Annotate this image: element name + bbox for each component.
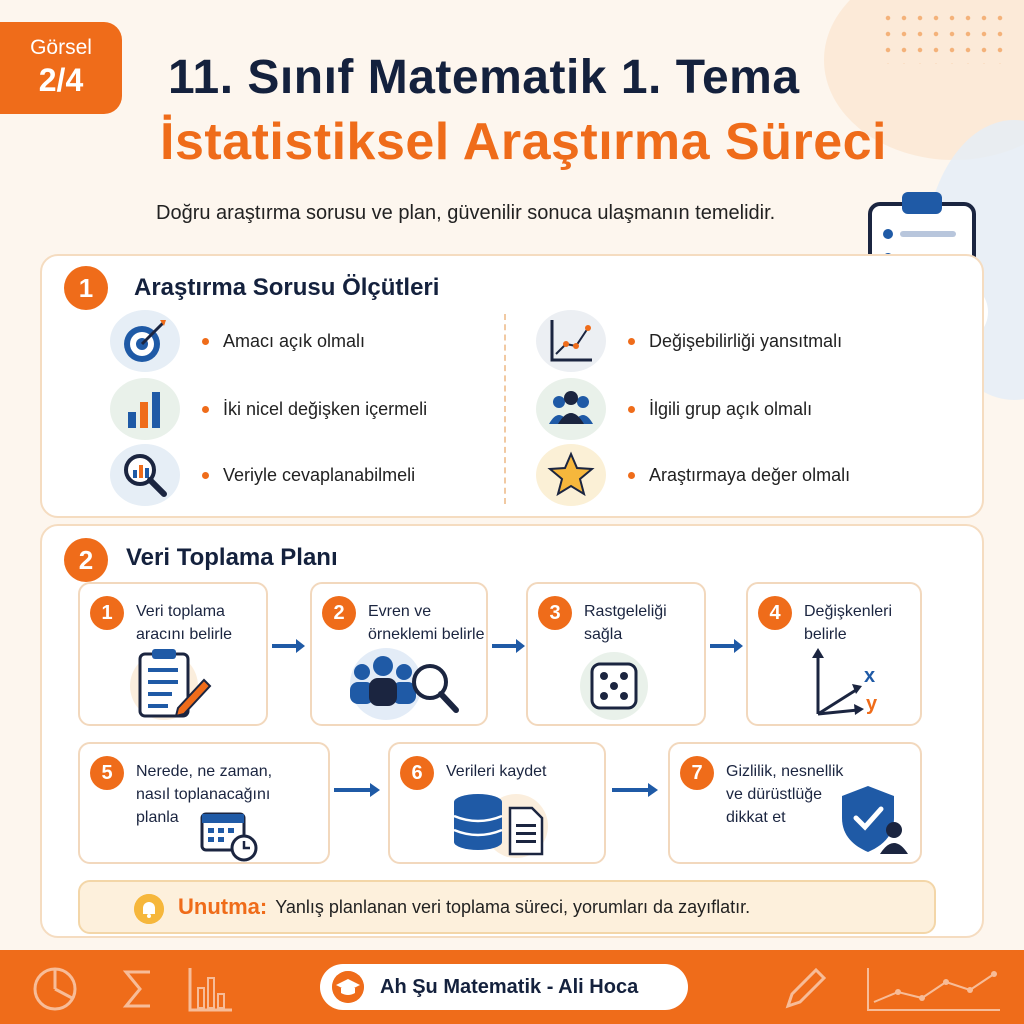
criterion: [110, 310, 365, 372]
magnifier-chart-icon: [110, 444, 180, 506]
dice-icon: [574, 648, 654, 722]
criterion: [110, 378, 427, 440]
step-text: Verileri kaydet: [446, 763, 547, 780]
criterion-text: Amacı açık olmalı: [223, 330, 366, 351]
criterion-text: İlgili grup açık olmalı: [649, 398, 813, 419]
decorative-dots: [880, 10, 1010, 64]
x-axis-label: x: [864, 665, 876, 687]
criterion-text: Değişebilirliği yansıtmalı: [649, 330, 843, 351]
shield-user-icon: [838, 782, 914, 858]
xy-axes-icon: [804, 648, 884, 720]
brand-pill: [320, 964, 688, 1010]
plan-step: [78, 582, 268, 726]
step-number: 1: [90, 596, 124, 630]
note-text: Yanlış planlanan veri toplama süreci, yorumları da zayıflatır.: [275, 896, 751, 917]
brand-name: Ah Şu Matematik - Ali Hoca: [380, 975, 639, 998]
group-icon: [536, 378, 606, 440]
step-text: Evren ve örneklemi belirle: [368, 603, 485, 643]
arrow-right-icon: [610, 780, 660, 800]
step-number: 6: [400, 756, 434, 790]
tagline: Doğru araştırma sorusu ve plan, güvenilir sonuca ulaşmanın temelidir.: [156, 202, 776, 224]
people-search-icon: [334, 644, 464, 722]
bar-chart-icon: [186, 964, 236, 1014]
step-number: 7: [680, 756, 714, 790]
line-graph-icon: [864, 964, 1004, 1014]
calendar-clock-icon: [198, 806, 262, 862]
step-number: 5: [90, 756, 124, 790]
badge-count: 2/4: [38, 62, 84, 98]
step-number: 4: [758, 596, 792, 630]
plan-step: [668, 742, 922, 864]
criterion-text: İki nicel değişken içermeli: [223, 398, 428, 419]
divider: [504, 314, 506, 504]
y-axis-label: y: [866, 693, 878, 715]
criterion: [110, 444, 415, 506]
step-text: Rastgeleliği sağla: [584, 603, 667, 643]
database-document-icon: [446, 790, 556, 860]
bar-chart-icon: [110, 378, 180, 440]
pencil-icon: [780, 964, 830, 1014]
plan-step: [310, 582, 488, 726]
page-title: 11. Sınıf Matematik 1. Tema: [168, 51, 800, 104]
arrow-right-icon: [490, 636, 526, 656]
step-text: Nerede, ne zaman, nasıl toplanacağını planla: [136, 763, 273, 826]
criterion: [536, 378, 812, 440]
criteria-panel: [40, 254, 984, 518]
sigma-icon: [118, 964, 158, 1014]
star-icon: [536, 444, 606, 506]
section-title: Araştırma Sorusu Ölçütleri: [134, 274, 440, 301]
criterion-text: Araştırmaya değer olmalı: [649, 464, 851, 485]
note-label: Unutma:: [178, 894, 268, 919]
step-number: 2: [322, 596, 356, 630]
plan-step: [388, 742, 606, 864]
bell-icon: [134, 894, 164, 924]
graduation-cap-icon: [332, 971, 364, 1003]
page-subtitle-title: İstatistiksel Araştırma Süreci: [160, 113, 887, 171]
pie-chart-icon: [30, 964, 80, 1014]
criterion: [536, 310, 842, 372]
criterion-text: Veriyle cevaplanabilmeli: [223, 464, 416, 485]
step-number: 3: [538, 596, 572, 630]
page-badge: [0, 22, 122, 114]
section-title: Veri Toplama Planı: [126, 544, 338, 571]
plan-step: [78, 742, 330, 864]
plan-step: [746, 582, 922, 726]
arrow-right-icon: [708, 636, 744, 656]
step-text: Değişkenleri belirle: [804, 603, 893, 643]
step-text: Gizlilik, nesnellik ve dürüstlüğe dikkat et: [726, 763, 844, 826]
arrow-right-icon: [270, 636, 306, 656]
footer: [0, 950, 1024, 1024]
arrow-right-icon: [332, 780, 382, 800]
section-number: 1: [64, 266, 108, 310]
step-text: Veri toplama aracını belirle: [136, 603, 233, 643]
badge-label: Görsel: [30, 36, 92, 59]
reminder-note: [78, 880, 936, 934]
line-graph-icon: [536, 310, 606, 372]
section-number: 2: [64, 538, 108, 582]
clipboard-pencil-icon: [124, 646, 214, 720]
criterion: [536, 444, 850, 506]
plan-step: [526, 582, 706, 726]
target-icon: [110, 310, 180, 372]
